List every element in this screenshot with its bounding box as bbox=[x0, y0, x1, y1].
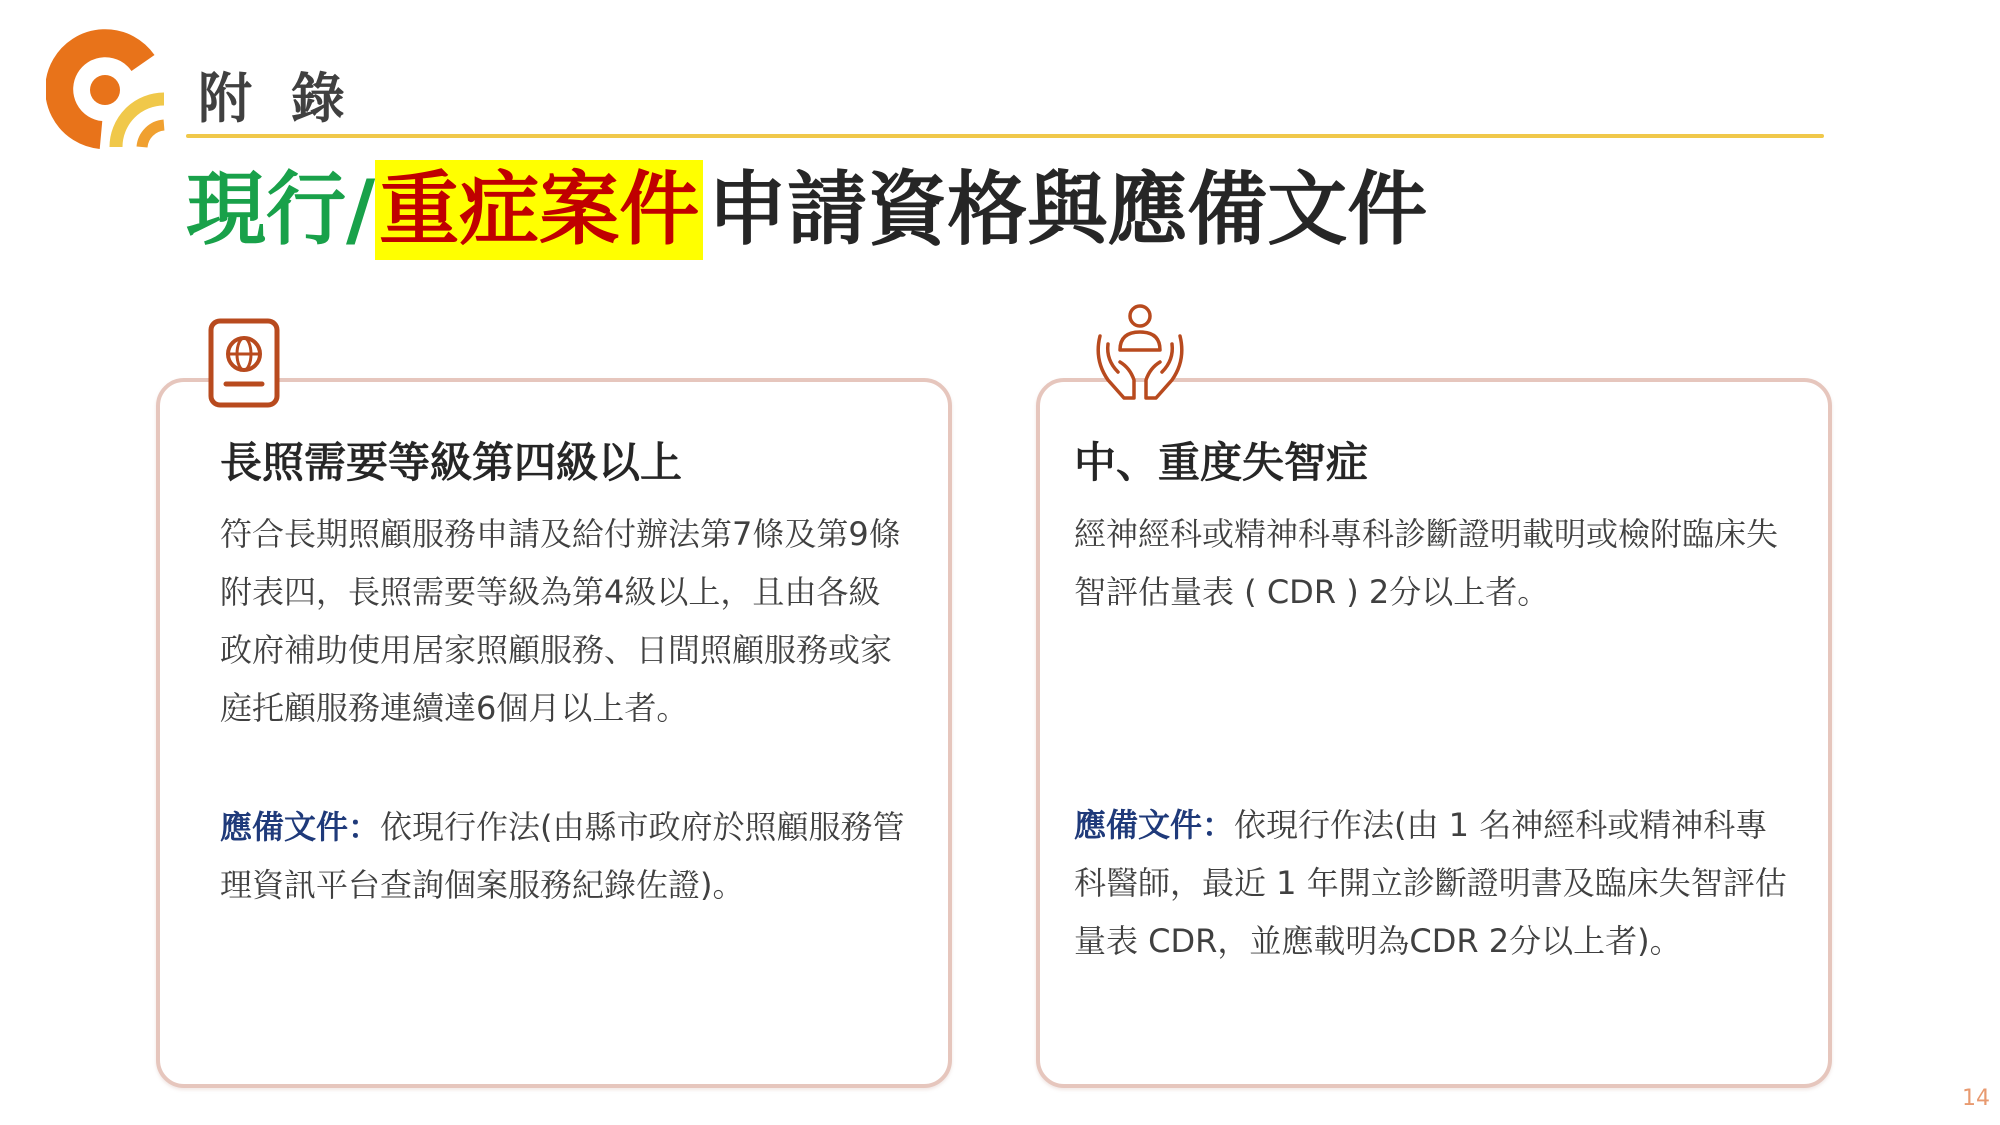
docs-line: 科醫師，最近 1 年開立診斷證明書及臨床失智評估 bbox=[1074, 864, 1787, 902]
body-line: 符合長期照顧服務申請及給付辦法第7條及第9條 bbox=[220, 515, 901, 553]
body-line: 智評估量表 ( CDR ) 2分以上者。 bbox=[1074, 573, 1550, 611]
required-documents bbox=[1074, 796, 1787, 970]
body-line: 經神經科或精神科專科診斷證明載明或檢附臨床失 bbox=[1074, 515, 1779, 553]
body-line: 庭托顧服務連續達6個月以上者。 bbox=[220, 689, 689, 727]
title-prefix: 現行/ bbox=[186, 163, 376, 256]
docs-label: 應備文件： bbox=[1074, 806, 1235, 844]
page-number: 14 bbox=[1962, 1086, 1990, 1111]
docs-line: 依現行作法(由縣市政府於照顧服務管 bbox=[380, 808, 905, 846]
card-heading: 長照需要等級第四級以上 bbox=[220, 438, 683, 487]
body-line: 政府補助使用居家照顧服務、日間照顧服務或家 bbox=[220, 631, 893, 669]
docs-line: 理資訊平台查詢個案服務紀錄佐證)。 bbox=[220, 866, 745, 904]
header-divider bbox=[186, 134, 1824, 138]
logo-icon bbox=[46, 29, 168, 151]
docs-label: 應備文件： bbox=[220, 808, 381, 846]
required-documents bbox=[220, 798, 905, 914]
body-line: 附表四，長照需要等級為第4級以上，且由各級 bbox=[220, 573, 881, 611]
card-body bbox=[1074, 505, 1778, 621]
page-title bbox=[186, 156, 1427, 264]
docs-line: 量表 CDR，並應載明為CDR 2分以上者)。 bbox=[1074, 922, 1682, 960]
passport-icon bbox=[208, 318, 280, 408]
section-title: 附 錄 bbox=[198, 67, 355, 130]
caring-hands-icon bbox=[1090, 300, 1190, 406]
docs-line: 依現行作法(由 1 名神經科或精神科專 bbox=[1234, 806, 1768, 844]
title-highlight: 重症案件 bbox=[375, 160, 703, 260]
card-heading: 中、重度失智症 bbox=[1074, 438, 1369, 487]
title-suffix: 申請資格與應備文件 bbox=[707, 163, 1428, 256]
card-body bbox=[220, 505, 901, 737]
